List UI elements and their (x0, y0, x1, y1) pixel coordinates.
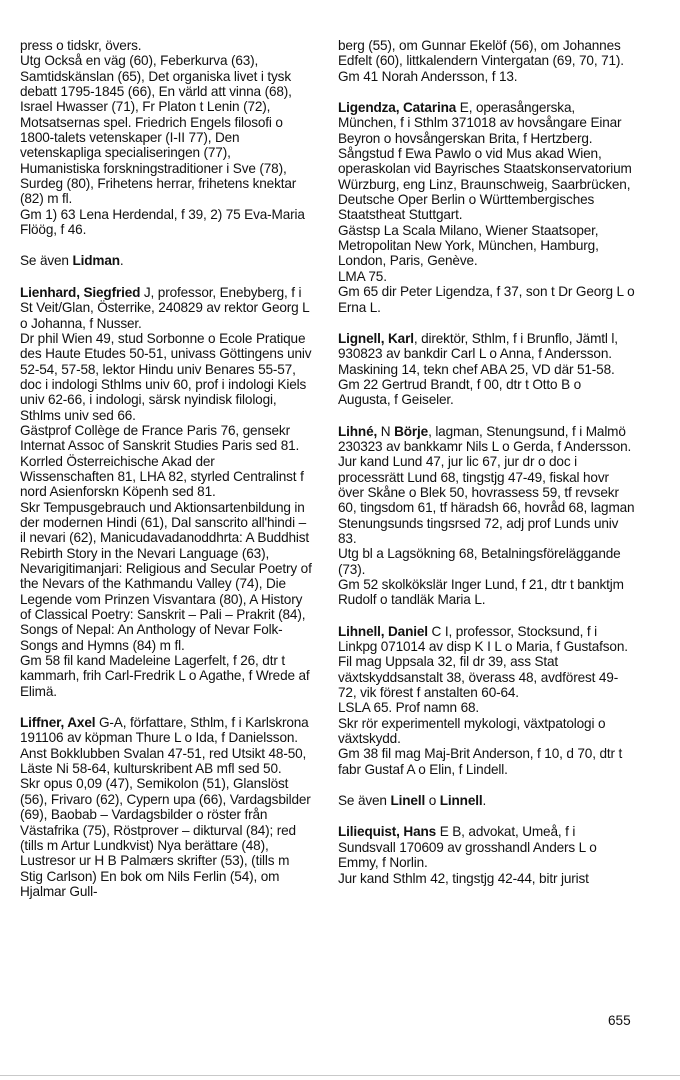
entry-liffner (20, 715, 312, 899)
entry-paragraph: Gm 41 Norah Andersson, f 13. (338, 68, 518, 84)
entry-paragraph: Gästprof Collège de France Paris 76, gensekr Internat Assoc of Sanskrit Studies Paris sed 81. (20, 422, 300, 454)
cross-ref-suffix: . (482, 793, 487, 809)
entry-name: Ligendza, Catarina (338, 100, 457, 116)
entry-paragraph: Utg Också en väg (60), Feberkurva (63), Samtidskänslan (65), Det organiska livet i tysk debatt 1795-1845 (66), En värld att vinna (68), Israel Hwasser (71), Fr Platon t Lenin (72), Motsatsernas spel. Friedrich Engels filosofi o 1800-talets vetenskaper (I-II 77), Den vetenskapliga specialiseringen (77), Humanistiska forskningstraditioner i Sve (78), Surdeg (80), Frihetens herrar, frihetens knektar (82) m fl. (20, 53, 297, 207)
entry-head: , direktör, Sthlm, f i Brunflo, Jämtl l, 930823 av bankdir Carl L o Anna, f Andersson. (338, 330, 618, 362)
cross-ref-suffix: . (119, 253, 124, 269)
cross-reference-linell (338, 793, 636, 808)
cross-reference-lidman (20, 253, 312, 268)
entry-paragraph: Skr opus 0,09 (47), Semikolon (51), Glanslöst (56), Frivaro (62), Cypern upa (66), Vardagsbilder (69), Baobab – Vardagsbilder o röster från Västafrika (75), Röstprover – dikturval (84); red (tills m Artur Lundkvist) Nya berättare (48), Lustresor ur H B Palmærs skrifter (53), (tills m Stig Carlson) En bok om Nils Ferlin (54), om Hjalmar Gull- (20, 776, 311, 899)
entry-paragraph: Gm 52 skolkökslär Inger Lund, f 21, dtr t banktjm Rudolf o tandläk Maria L. (338, 577, 624, 608)
cross-ref-mid: o (425, 793, 440, 809)
entry-paragraph: Jur kand Lund 47, jur lic 67, jur dr o doc i processrätt Lund 68, tingstjg 47-49, fiskal hovr över Skåne o Blek 50, hovrassess 59, tf revsekr 60, tingsdom 61, tf häradsh 66, hovråd 68, lagman Stenungsunds tingsrsed 72, adj prof Lunds univ 83. (338, 454, 635, 546)
cross-ref-name-2: Linnell (439, 793, 483, 809)
entry-paragraph: LMA 75. (338, 268, 387, 284)
cross-ref-prefix: Se även (20, 253, 73, 269)
entry-head: E, operasångerska, München, f i Sthlm 371018 av hovsångare Einar Beyron o hovsångerskan Brita, f Hertzberg. (338, 100, 622, 146)
entry-paragraph: Gästsp La Scala Milano, Wiener Staatsoper, Metropolitan New York, München, Hamburg, London, Paris, Genève. (338, 222, 599, 269)
entry-paragraph: Maskining 14, tekn chef ABA 25, VD där 51-58. (338, 361, 615, 377)
entry-paragraph: press o tidskr, övers. (20, 38, 142, 53)
entry-paragraph: berg (55), om Gunnar Ekelöf (56), om Johannes Edfelt (60), littkalendern Vintergatan (69, 70, 71). (338, 38, 624, 69)
entry-paragraph: Sångstud f Ewa Pawlo o vid Mus akad Wien, operaskolan vid Bayrisches Staatskonservatorium Würzburg, eng Linz, Braunschweig, Saarbrücken, Deutsche Oper Berlin o Württembergisches Staatstheat Stuttgart. (338, 146, 632, 223)
entry-name: Lihné, (338, 423, 381, 439)
entry-paragraph: LSLA 65. Prof namn 68. (338, 700, 480, 716)
entry-paragraph: Gm 22 Gertrud Brandt, f 00, dtr t Otto B o Augusta, f Geiseler. (338, 376, 582, 408)
entry-name: Liffner, Axel (20, 715, 96, 731)
entry-head: C I, professor, Stocksund, f i Linkpg 071014 av disp K I L o Maria, f Gustafson. (338, 623, 628, 655)
entry-lihnell (338, 624, 636, 777)
entry-lihne (338, 424, 636, 608)
entry-paragraph: Skr rör experimentell mykologi, växtpatologi o växtskydd. (338, 715, 606, 747)
entry-paragraph: Utg bl a Lagsökning 68, Betalningsföreläggande (73). (338, 546, 621, 577)
entry-paragraph: Korrled Österreichische Akad der Wissenschaften 81, LHA 82, styrled Centralinst f nord Asienforskn Köpenh sed 81. (20, 453, 304, 500)
entry-head: , lagman, Stenungsund, f i Malmö 230323 av bankkamr Nils L o Gerda, f Andersson. (338, 423, 632, 454)
entry-name: Liliequist, Hans (338, 824, 437, 840)
entry-paragraph: Fil mag Uppsala 32, fil dr 39, ass Stat växtskyddsanstalt 38, överass 48, avdförest 49-72, vik förest f anstalten 60-64. (338, 654, 619, 701)
entry-name: Lihnell, Daniel (338, 623, 428, 639)
entry-name-given: Börje (394, 423, 429, 439)
entry-liliequist (338, 824, 636, 885)
entry-paragraph: Skr Tempusgebrauch und Aktionsartenbildung in der modernen Hindi (61), Dal sanscrito all'hindi – il nevari (62), Manicudavadanoddhrta: A Buddhist Rebirth Story in the Nevari Language (63), Nevarigitimanjari: Religious and Secular Poetry of the Nevars of the Kathmandu Valley (74), Die Legende vom Prinzen Visvantara (80), A History of Classical Poetry: Sanskrit – Pali – Prakrit (84), Songs of Nepal: An Anthology of Nevar Folk-Songs and Hymns (84) m fl. (20, 499, 312, 653)
entry-paragraph: Gm 65 dir Peter Ligendza, f 37, son t Dr Georg L o Erna L. (338, 284, 635, 315)
left-column (20, 38, 312, 915)
entry-name: Lignell, Karl (338, 330, 414, 346)
entry-name-initial: N (380, 423, 395, 439)
entry-paragraph: Dr phil Wien 49, stud Sorbonne o Ecole Pratique des Haute Etudes 50-51, univass Göttingens univ 52-54, 57-58, lektor Hindu univ Benares 55-57, doc i indologi Sthlms univ 60, prof i indologi Kiels univ 62-66, i indologi, särsk nyindisk filologi, Sthlms univ sed 66. (20, 330, 312, 423)
cross-ref-name: Linell (390, 793, 426, 809)
entry-name: Lienhard, Siegfried (20, 284, 141, 300)
entry-head: G-A, författare, Sthlm, f i Karlskrona 191106 av köpman Thure L o Ida, f Danielsson. (20, 715, 309, 746)
cross-ref-name: Lidman (72, 253, 120, 269)
entry-lignell (338, 331, 636, 408)
entry-ligendza (338, 100, 636, 315)
entry-paragraph: Gm 58 fil kand Madeleine Lagerfelt, f 26, dtr t kammarh, frih Carl-Fredrik L o Agathe, f Wrede af Elimä. (20, 653, 310, 699)
entry-paragraph: Gm 1) 63 Lena Herdendal, f 39, 2) 75 Eva-Maria Flöög, f 46. (20, 206, 305, 238)
entry-lienhard (20, 285, 312, 699)
entry-continuation (338, 38, 636, 84)
page-number: 655 (608, 1013, 631, 1028)
right-column (338, 38, 636, 902)
entry-head: J, professor, Enebyberg, f i St Veit/Glan, Österrike, 240829 av rektor Georg L o Johanna, f Nusser. (20, 284, 310, 331)
entry-continuation (20, 38, 312, 237)
entry-paragraph: Anst Bokklubben Svalan 47-51, red Utsikt 48-50, Läste Ni 58-64, kulturskribent AB mfl sed 50. (20, 745, 307, 777)
cross-ref-prefix: Se även (338, 793, 391, 809)
entry-head: E B, advokat, Umeå, f i Sundsvall 170609 av grosshandl Anders L o Emmy, f Norlin. (338, 824, 597, 871)
entry-paragraph: Jur kand Sthlm 42, tingstjg 42-44, bitr jurist (338, 870, 589, 886)
entry-paragraph: Gm 38 fil mag Maj-Brit Anderson, f 10, d 70, dtr t fabr Gustaf A o Elin, f Lindell. (338, 746, 623, 777)
page-edge-divider (0, 1075, 680, 1076)
